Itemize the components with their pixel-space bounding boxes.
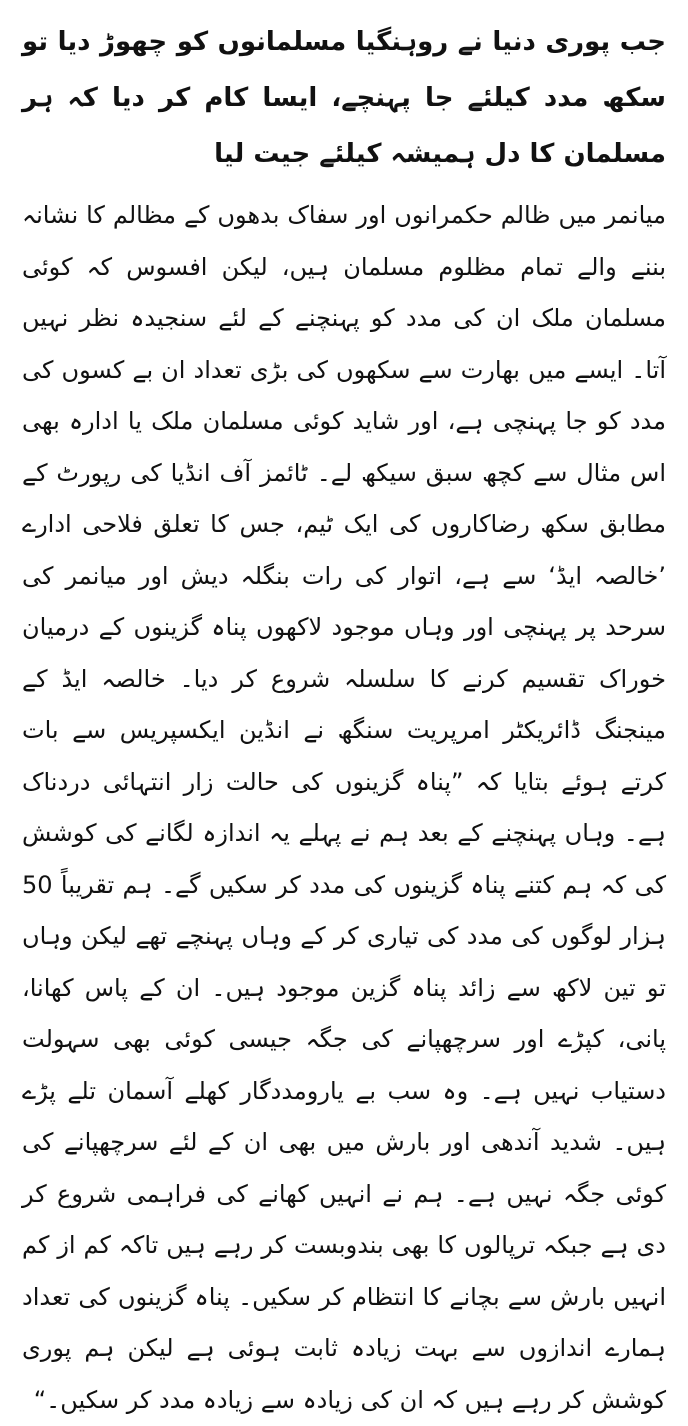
article-headline: جب پوری دنیا نے روہنگیا مسلمانوں کو چھوڑ دیا تو سکھ مدد کیلئے جا پہنچے، ایسا کام کر دیا کہ ہر مسلمان کا دل ہمیشہ کیلئے جیت لیا xyxy=(22,27,666,169)
article-body: میانمر میں ظالم حکمرانوں اور سفاک بدھوں کے مظالم کا نشانہ بننے والے تمام مظلوم مسلمان ہیں، لیکن افسوس کہ کوئی مسلمان ملک ان کی مدد کو پہنچنے کے لئے سنجیدہ نظر نہیں آتا۔ ایسے میں بھارت سے سکھوں کی بڑی تعداد ان بے کسوں کی مدد کو جا پہنچی ہے، اور شاید کوئی مسلمان ملک یا ادارہ بھی اس مثال سے کچھ سبق سیکھ لے۔ ٹائمز آف انڈیا کی رپورٹ کے مطابق سکھ رضاکاروں کی ایک ٹیم، جس کا تعلق فلاحی ادارے ’خالصہ ایڈ‘ سے ہے، اتوار کی رات بنگلہ دیش اور میانمر کی سرحد پر پہنچی اور وہاں موجود لاکھوں پناہ گزینوں کے درمیان خوراک تقسیم کرنے کا سلسلہ شروع کر دیا۔ خالصہ ایڈ کے مینجنگ ڈائریکٹر امرپریت سنگھ نے انڈین ایکسپریس سے بات کرتے ہوئے بتایا کہ ”پناہ گزینوں کی حالت زار انتہائی دردناک ہے۔ وہاں پہنچنے کے بعد ہم نے پہلے یہ اندازہ لگانے کی کوشش کی کہ ہم کتنے پناہ گزینوں کی مدد کر سکیں گے۔ ہم تقریباً 50 ہزار لوگوں کی مدد کی تیاری کر کے وہاں پہنچے تھے لیکن وہاں تو تین لاکھ سے زائد پناہ گزین موجود ہیں۔ ان کے پاس کھانا، پانی، کپڑے اور سرچھپانے کی جگہ جیسی کوئی بھی سہولت دستیاب نہیں ہے۔ وہ سب بے یارومددگار کھلے آسمان تلے پڑے ہیں۔ شدید آندھی اور بارش میں بھی ان کے لئے سرچھپانے کی کوئی جگہ نہیں ہے۔ ہم نے انہیں کھانے کی فراہمی شروع کر دی ہے جبکہ ترپالوں کا بھی بندوبست کر رہے ہیں تاکہ کم از کم انہیں بارش سے بچانے کا انتظام کر سکیں۔ پناہ گزینوں کی تعداد ہمارے اندازوں سے بہت زیادہ ثابت ہوئی ہے لیکن ہم پوری کوشش کر رہے ہیں کہ ان کی زیادہ سے زیادہ مدد کر سکیں۔“ xyxy=(22,201,666,1414)
